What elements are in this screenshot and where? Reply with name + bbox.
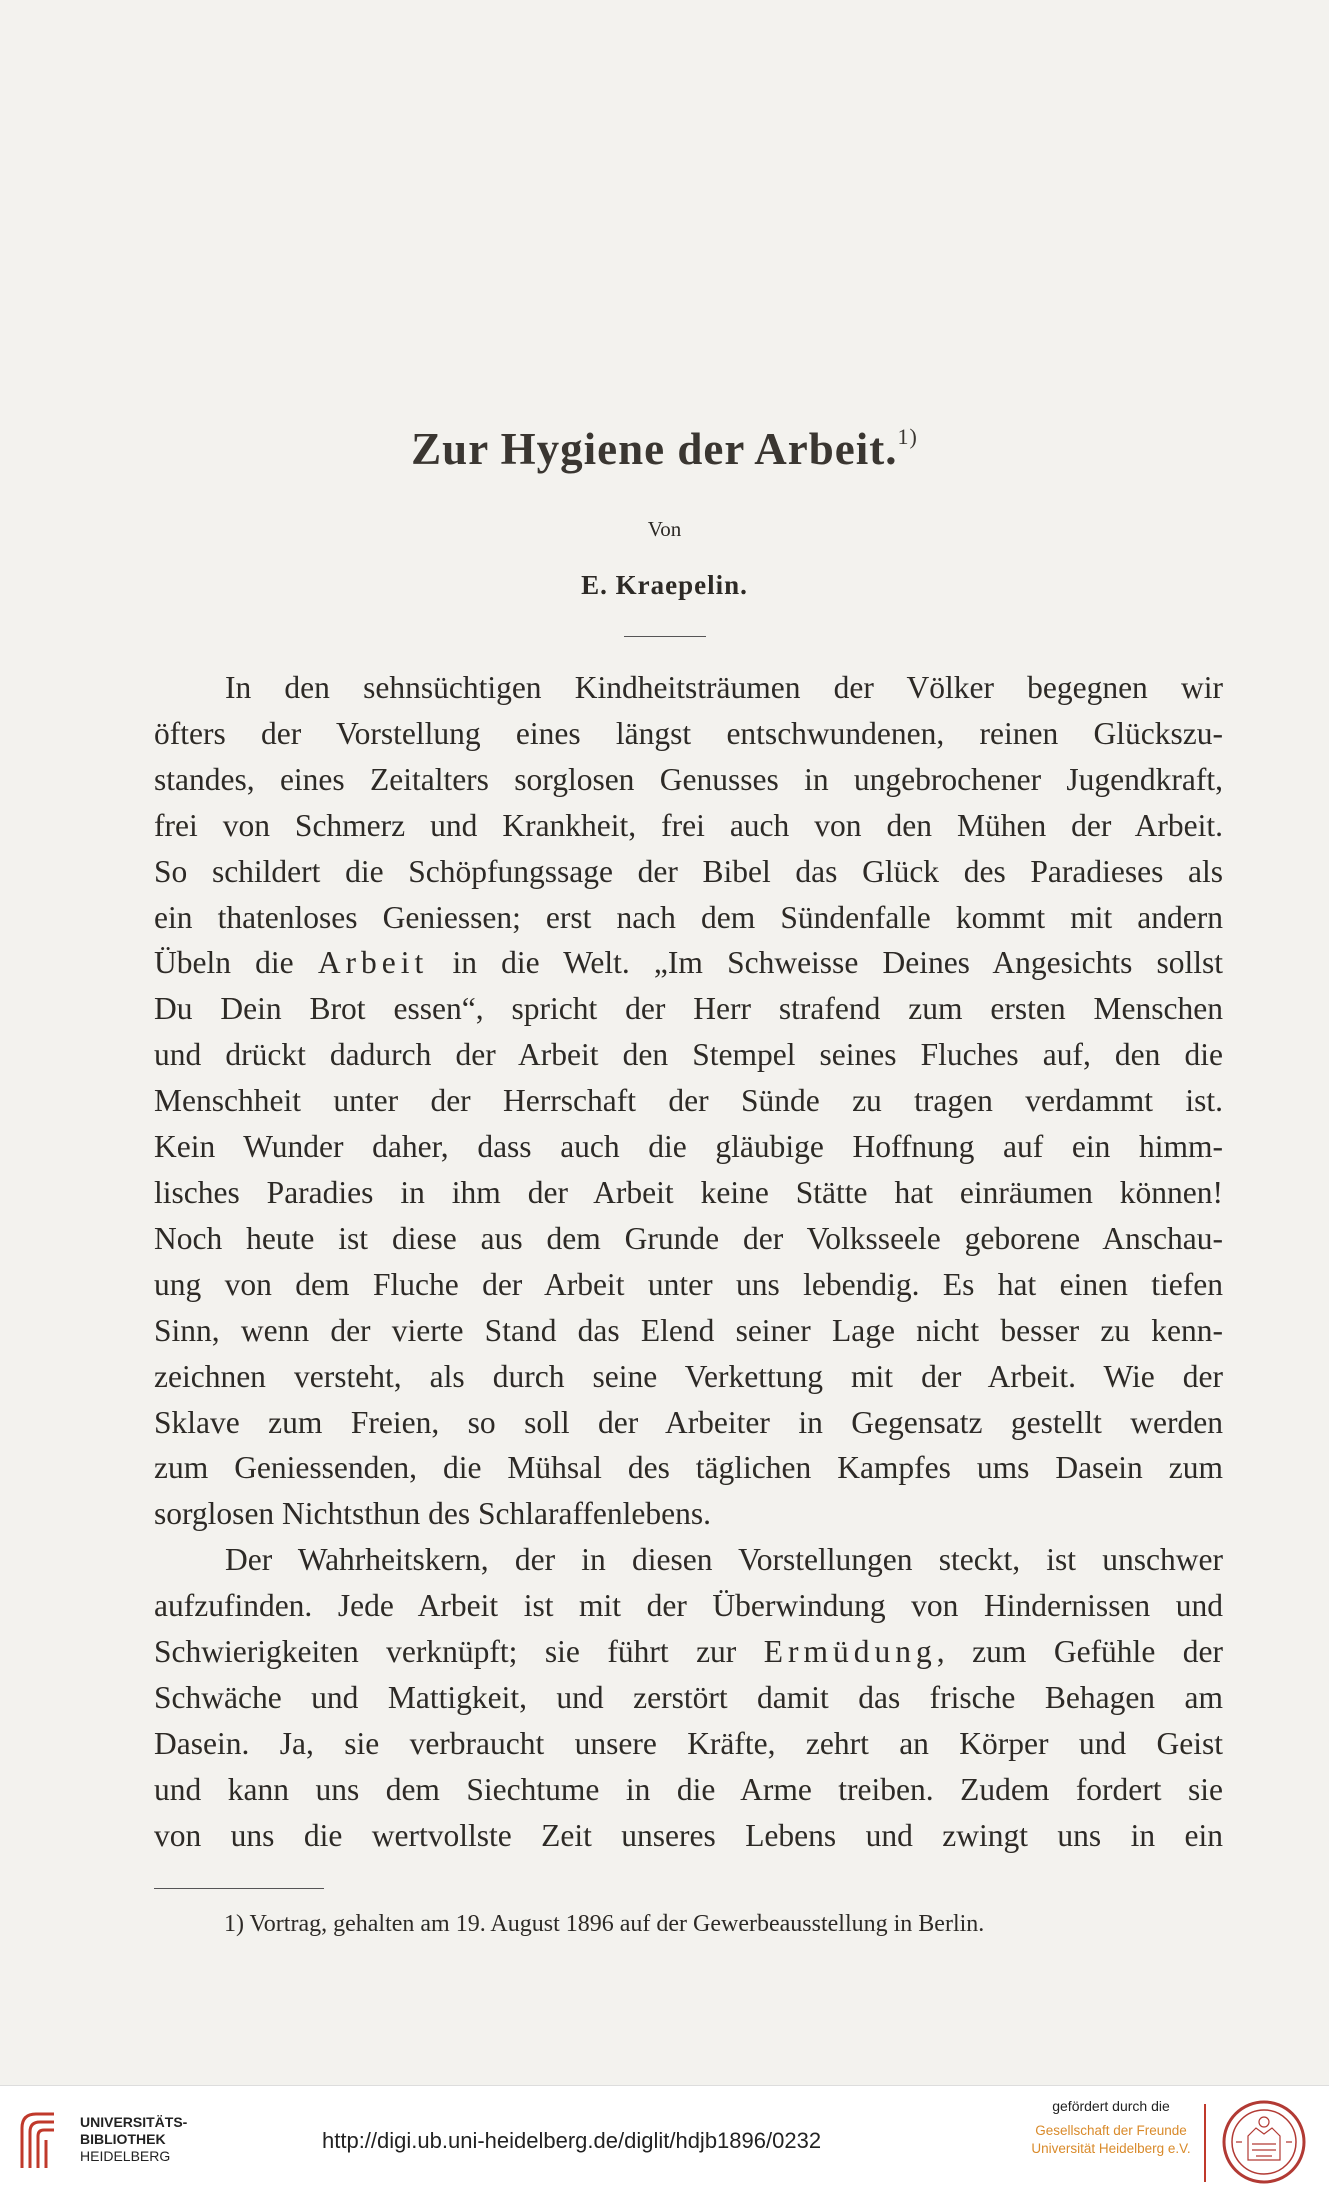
footnote-marker: 1) [897, 424, 918, 449]
article-title [0, 423, 1329, 475]
text-line: Dasein. Ja, sie verbraucht unsere Kräfte, zehrt an Körper und Geist [154, 1725, 1223, 1761]
text-line: und drückt dadurch der Arbeit den Stempel seines Fluches auf, den die [154, 1037, 1223, 1073]
library-logo-icon[interactable] [14, 2106, 74, 2174]
text-line: So schildert die Schöpfungssage der Bibel das Glück des Paradieses als [154, 853, 1223, 889]
text-line: Menschheit unter der Herrschaft der Sünde zu tragen verdammt ist. [154, 1083, 1223, 1119]
footnote-separator [154, 1888, 324, 1889]
author-name: E. Kraepelin. [581, 570, 748, 600]
text-line: zeichnen versteht, als durch seine Verkettung mit der Arbeit. Wie der [154, 1358, 1223, 1394]
text-line [154, 940, 1223, 986]
text-line: Du Dein Brot essen“, spricht der Herr strafend zum ersten Menschen [154, 991, 1223, 1027]
text-line: lisches Paradies in ihm der Arbeit keine Stätte hat einräumen können! [154, 1174, 1223, 1210]
text-fragment: in die Welt. „Im Schweisse Deines Angesichts sollst [452, 945, 1223, 981]
title-separator [624, 636, 706, 637]
text-line: aufzufinden. Jede Arbeit ist mit der Überwindung von Hindernissen und [154, 1588, 1223, 1624]
library-name-line: BIBLIOTHEK [80, 2131, 166, 2147]
text-line: von uns die wertvollste Zeit unseres Lebens und zwingt uns in ein [154, 1817, 1223, 1853]
sponsor-label: gefördert durch die [1052, 2098, 1170, 2114]
text-line [154, 1629, 1223, 1675]
text-line: Schwäche und Mattigkeit, und zerstört damit das frische Behagen am [154, 1679, 1223, 1715]
text-line: Sklave zum Freien, so soll der Arbeiter in Gegensatz gestellt werden [154, 1404, 1223, 1440]
permalink-url[interactable]: http://digi.ub.uni-heidelberg.de/diglit/hdjb1896/0232 [322, 2128, 822, 2153]
text-line: Noch heute ist diese aus dem Grunde der Volksseele geborene Anschau- [154, 1220, 1223, 1256]
sponsor-credit[interactable] [1020, 2098, 1202, 2158]
body-text [154, 665, 1223, 1859]
emphasized-word: Ermüdung [763, 1634, 937, 1670]
viewer-footer [0, 2085, 1329, 2191]
text-line: ung von dem Fluche der Arbeit unter uns lebendig. Es hat einen tiefen [154, 1266, 1223, 1302]
text-fragment: , zum Gefühle der [936, 1634, 1223, 1670]
text-line: In den sehnsüchtigen Kindheitsträumen der Völker begegnen wir [225, 670, 1223, 705]
text-line: frei von Schmerz und Krankheit, frei auch von den Mühen der Arbeit. [154, 807, 1223, 843]
text-line: ein thatenloses Geniessen; erst nach dem Sündenfalle kommt mit andern [154, 899, 1223, 935]
university-seal-icon [1222, 2100, 1306, 2184]
emphasized-word: Arbeit [317, 945, 429, 981]
sponsor-name-line: Gesellschaft der Freunde [1035, 2123, 1187, 2138]
text-line: und kann uns dem Siechtume in die Arme treiben. Zudem fordert sie [154, 1771, 1223, 1807]
sponsor-name-line: Universität Heidelberg e.V. [1031, 2141, 1191, 2156]
text-line: zum Geniessenden, die Mühsal des täglichen Kampfes ums Dasein zum [154, 1450, 1223, 1486]
text-line: Kein Wunder daher, dass auch die gläubige Hoffnung auf ein himm- [154, 1129, 1223, 1165]
library-name[interactable] [80, 2114, 187, 2165]
text-fragment: Schwierigkeiten verknüpft; sie führt zur [154, 1634, 737, 1670]
text-line: Der Wahrheitskern, der in diesen Vorstellungen steckt, ist unschwer [225, 1542, 1223, 1578]
text-line: standes, eines Zeitalters sorglosen Genusses in ungebrochener Jugendkraft, [154, 761, 1223, 797]
sponsor-divider [1204, 2104, 1206, 2182]
article-title-text: Zur Hygiene der Arbeit. [411, 424, 898, 474]
library-name-line: UNIVERSITÄTS- [80, 2114, 188, 2130]
text-line: öfters der Vorstellung eines längst entschwundenen, reinen Glückszu- [154, 715, 1223, 751]
by-label: Von [647, 517, 682, 541]
footnote: 1) Vortrag, gehalten am 19. August 1896 auf der Gewerbeausstellung in Berlin. [224, 1911, 985, 1937]
text-fragment: Übeln die [154, 945, 294, 981]
text-line: sorglosen Nichtsthun des Schlaraffenlebens. [154, 1496, 711, 1532]
text-line: Sinn, wenn der vierte Stand das Elend seiner Lage nicht besser zu kenn- [154, 1312, 1223, 1348]
library-name-line: HEIDELBERG [80, 2148, 171, 2164]
